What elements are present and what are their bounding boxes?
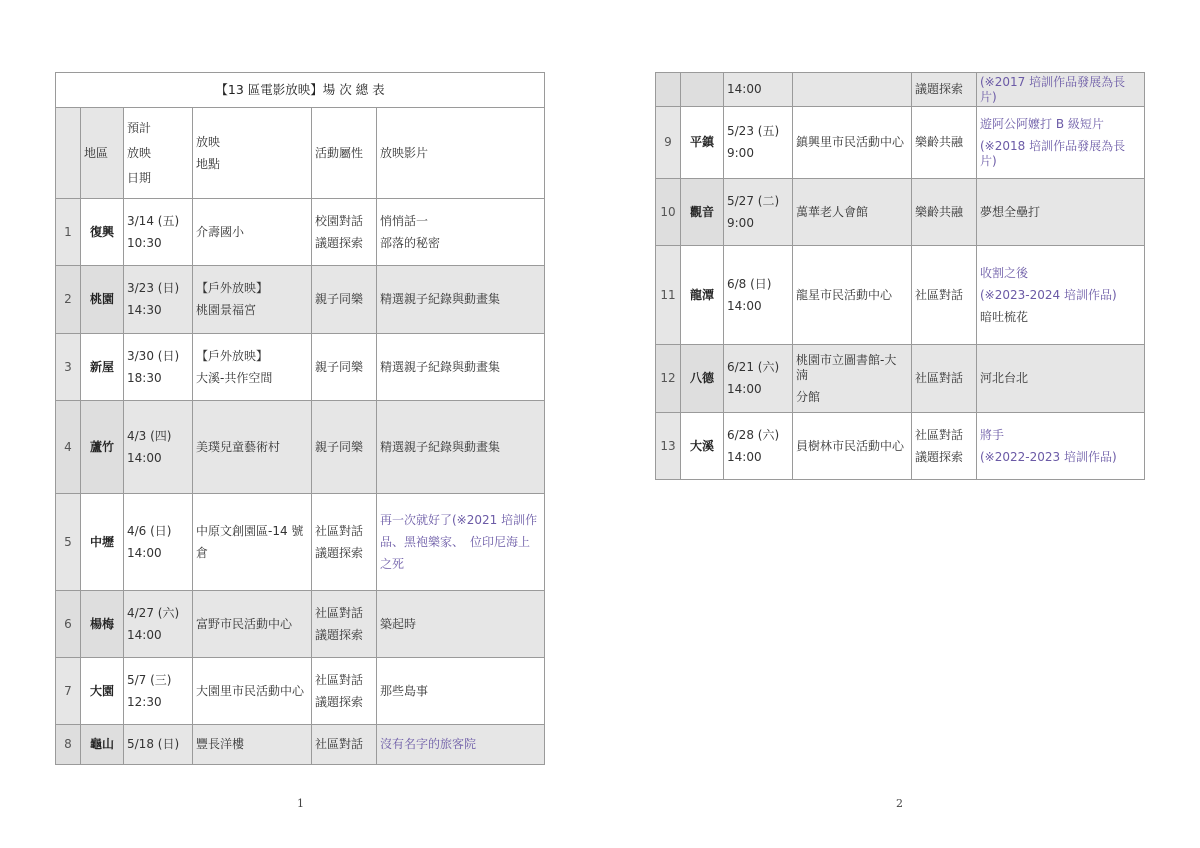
table-row: 6 楊梅 4/27 (六) 14:00 富野市民活動中心 社區對話 議題探索 築起時 — [56, 591, 545, 658]
schedule-table-page-2 — [655, 72, 1145, 480]
table-row: 14:00 議題探索 (※2017 培訓作品發展為長片) — [656, 73, 1145, 107]
table-row: 10 觀音 5/27 (二) 9:00 萬華老人會館 樂齡共融 夢想全壘打 — [656, 179, 1145, 246]
schedule-table-page-1 — [55, 72, 545, 765]
table-row: 4 蘆竹 4/3 (四) 14:00 美璞兒童藝術村 親子同樂 精選親子紀錄與動畫集 — [56, 401, 545, 494]
page-number-1: 1 — [297, 797, 304, 810]
table-title: 【13 區電影放映】場 次 總 表 — [56, 73, 545, 108]
table-row: 5 中壢 4/6 (日) 14:00 中原文創園區-14 號 倉 社區對話 議題探索 再一次就好了(※2021 培訓作 品、黑袍樂家、 位印尼海上 之死 — [56, 494, 545, 591]
table-row: 11 龍潭 6/8 (日) 14:00 龍星市民活動中心 社區對話 收割之後 (※2023-2024 培訓作品) 暗吐梳花 — [656, 246, 1145, 345]
table-row: 13 大溪 6/28 (六) 14:00 員樹林市民活動中心 社區對話 議題探索 將手 (※2022-2023 培訓作品) — [656, 413, 1145, 480]
header-date: 預計 放映 日期 — [124, 108, 193, 199]
header-attr: 活動屬性 — [312, 108, 377, 199]
table-row: 2 桃園 3/23 (日) 14:30 【戶外放映】 桃園景福宮 親子同樂 精選親子紀錄與動畫集 — [56, 266, 545, 334]
table-row: 7 大園 5/7 (三) 12:30 大園里市民活動中心 社區對話 議題探索 那些島事 — [56, 658, 545, 725]
page-number-2: 2 — [896, 797, 903, 810]
header-area: 地區 — [81, 108, 124, 199]
table-row: 3 新屋 3/30 (日) 18:30 【戶外放映】 大溪-共作空間 親子同樂 精選親子紀錄與動畫集 — [56, 334, 545, 401]
header-film: 放映影片 — [377, 108, 545, 199]
table-row: 8 龜山 5/18 (日) 豐長洋樓 社區對話 沒有名字的旅客院 — [56, 725, 545, 765]
table-row: 12 八德 6/21 (六) 14:00 桃園市立圖書館-大湳 分館 社區對話 河北台北 — [656, 345, 1145, 413]
header-row — [56, 108, 545, 199]
table-row: 1 復興 3/14 (五) 10:30 介壽國小 校園對話 議題探索 悄悄話一 部落的秘密 — [56, 199, 545, 266]
header-venue: 放映 地點 — [193, 108, 312, 199]
header-num — [56, 108, 81, 199]
table-row: 9 平鎮 5/23 (五) 9:00 鎮興里市民活動中心 樂齡共融 遊阿公阿嬤打 B 級短片 (※2018 培訓作品發展為長片) — [656, 107, 1145, 179]
